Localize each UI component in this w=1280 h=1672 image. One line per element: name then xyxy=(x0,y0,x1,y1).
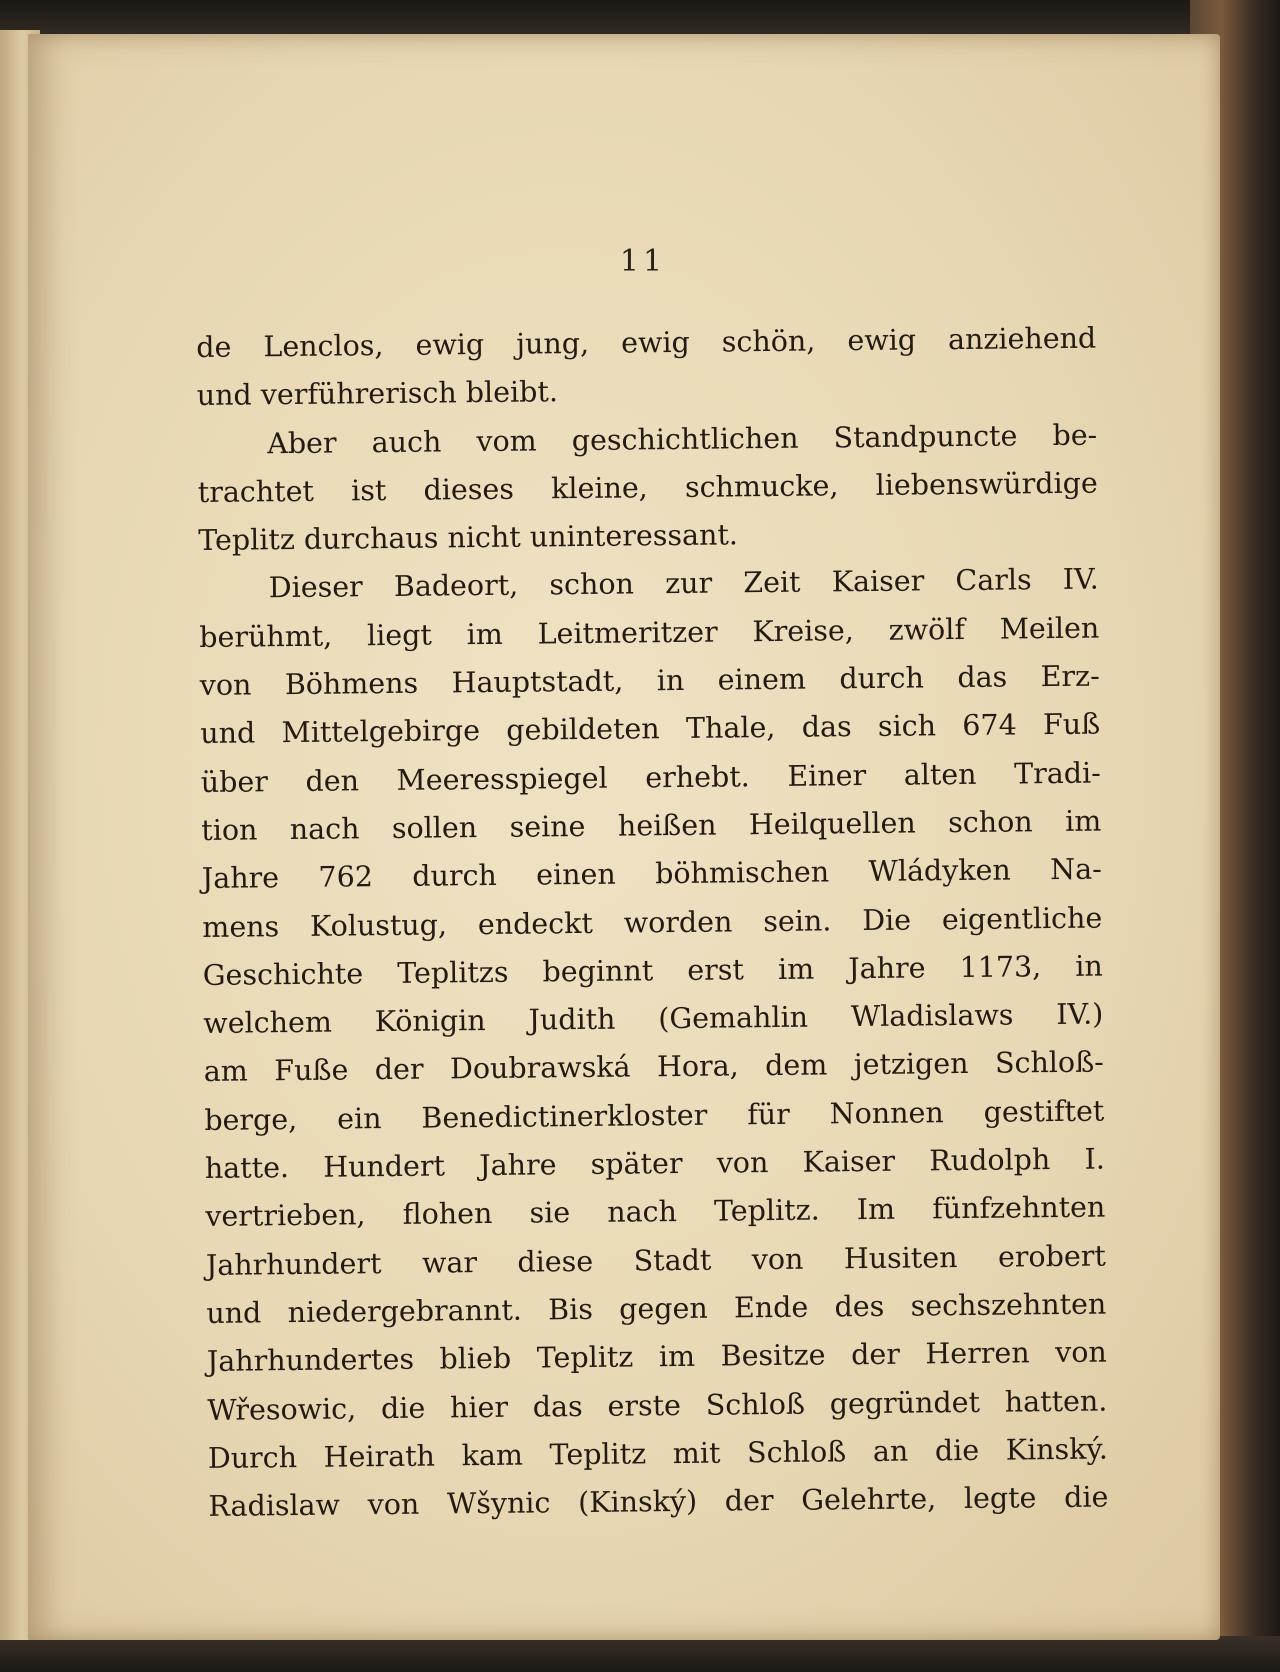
text-line: Wřesowic, die hier das erste Schloß gegründet hatten. xyxy=(207,1384,1108,1427)
text-line: Geschichte Teplitzs beginnt erst im Jahre 1173, in xyxy=(202,949,1103,992)
text-line: von Böhmens Hauptstadt, in einem durch das Erz- xyxy=(199,659,1100,703)
text-line: Jahrhundert war diese Stadt von Husiten erobert xyxy=(205,1239,1106,1282)
text-line: Jahrhundertes blieb Teplitz im Besitze der Herren von xyxy=(206,1335,1107,1379)
text-line: Radislaw von Wšynic (Kinský) der Gelehrte, legte die xyxy=(208,1480,1109,1524)
text-line: und Mittelgebirge gebildeten Thale, das sich 674 Fuß xyxy=(200,707,1101,751)
text-line: trachtet ist dieses kleine, schmucke, liebenswürdige xyxy=(197,466,1098,509)
text-line: berühmt, liegt im Leitmeritzer Kreise, zwölf Meilen xyxy=(199,611,1100,654)
text-line: berge, ein Benedictinerkloster für Nonnen gestiftet xyxy=(204,1094,1105,1137)
text-line: Dieser Badeort, schon zur Zeit Kaiser Carls IV. xyxy=(268,563,1099,605)
book-cover-bottom xyxy=(0,1636,1280,1672)
text-line: Teplitz durchaus nicht uninteressant. xyxy=(198,518,739,558)
page-body-text xyxy=(196,315,1109,1532)
text-line: tion nach sollen seine heißen Heilquellen schon im xyxy=(201,804,1102,847)
text-line: und niedergebrannt. Bis gegen Ende des sechszehnten xyxy=(206,1287,1107,1330)
text-line: am Fuße der Doubrawská Hora, dem jetzigen Schloß- xyxy=(203,1045,1104,1089)
text-line: welchem Königin Judith (Gemahlin Wladislaws IV.) xyxy=(203,997,1104,1041)
text-line: und verführerisch bleibt. xyxy=(196,375,559,413)
text-line: hatte. Hundert Jahre später von Kaiser Rudolph I. xyxy=(204,1142,1105,1185)
text-line: de Lenclos, ewig jung, ewig schön, ewig anziehend xyxy=(196,321,1097,364)
text-line: über den Meeresspiegel erhebt. Einer alten Tradi- xyxy=(200,756,1101,799)
book-page xyxy=(28,34,1220,1640)
text-line: Durch Heirath kam Teplitz mit Schloß an die Kinský. xyxy=(207,1432,1109,1475)
text-line: mens Kolustug, endeckt worden sein. Die eigentliche xyxy=(202,901,1103,944)
text-line: Jahre 762 durch einen böhmischen Wládyken Na- xyxy=(201,852,1102,896)
text-line: vertrieben, flohen sie nach Teplitz. Im fünfzehnten xyxy=(205,1190,1106,1234)
page-number: 11 xyxy=(619,244,667,279)
text-line: Aber auch vom geschichtlichen Standpuncte be- xyxy=(267,418,1098,460)
